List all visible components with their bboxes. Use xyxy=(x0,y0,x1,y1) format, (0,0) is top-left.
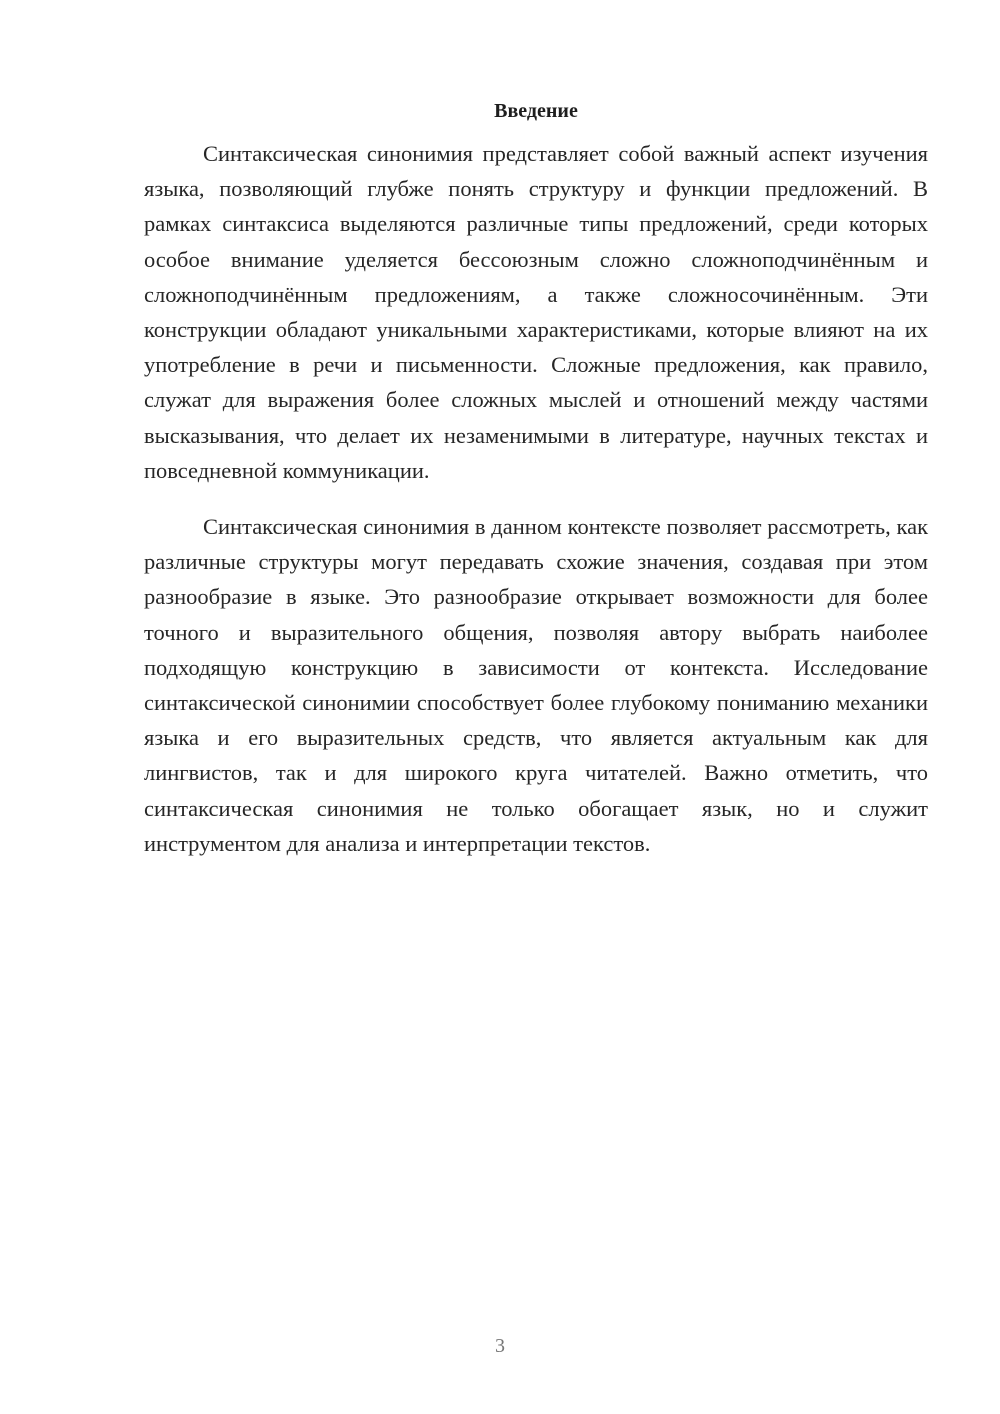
page-number: 3 xyxy=(495,1335,505,1357)
paragraph-1: Синтаксическая синонимия представляет собой важный аспект изучения языка, позволяющий глубже понять структуру и функции предложений. В рамках синтаксиса выделяются различные типы предложений, среди которых особое внимание уделяется бессоюзным сложно сложноподчинённым и сложноподчинённым предложениям, а также сложносочинённым. Эти конструкции обладают уникальными характеристиками, которые влияют на их употребление в речи и письменности. Сложные предложения, как правило, служат для выражения более сложных мыслей и отношений между частями высказывания, что делает их незаменимыми в литературе, научных текстах и повседневной коммуникации. xyxy=(144,141,928,483)
section-title: Введение xyxy=(494,100,578,122)
page-content xyxy=(144,96,928,882)
paragraph-2: Синтаксическая синонимия в данном контексте позволяет рассмотреть, как различные структуры могут передавать схожие значения, создавая при этом разнообразие в языке. Это разнообразие открывает возможности для более точного и выразительного общения, позволяя автору выбрать наиболее подходящую конструкцию в зависимости от контекста. Исследование синтаксической синонимии способствует более глубокому пониманию механики языка и его выразительных средств, что является актуальным как для лингвистов, так и для широкого круга читателей. Важно отметить, что синтаксическая синонимия не только обогащает язык, но и служит инструментом для анализа и интерпретации текстов. xyxy=(144,514,928,856)
